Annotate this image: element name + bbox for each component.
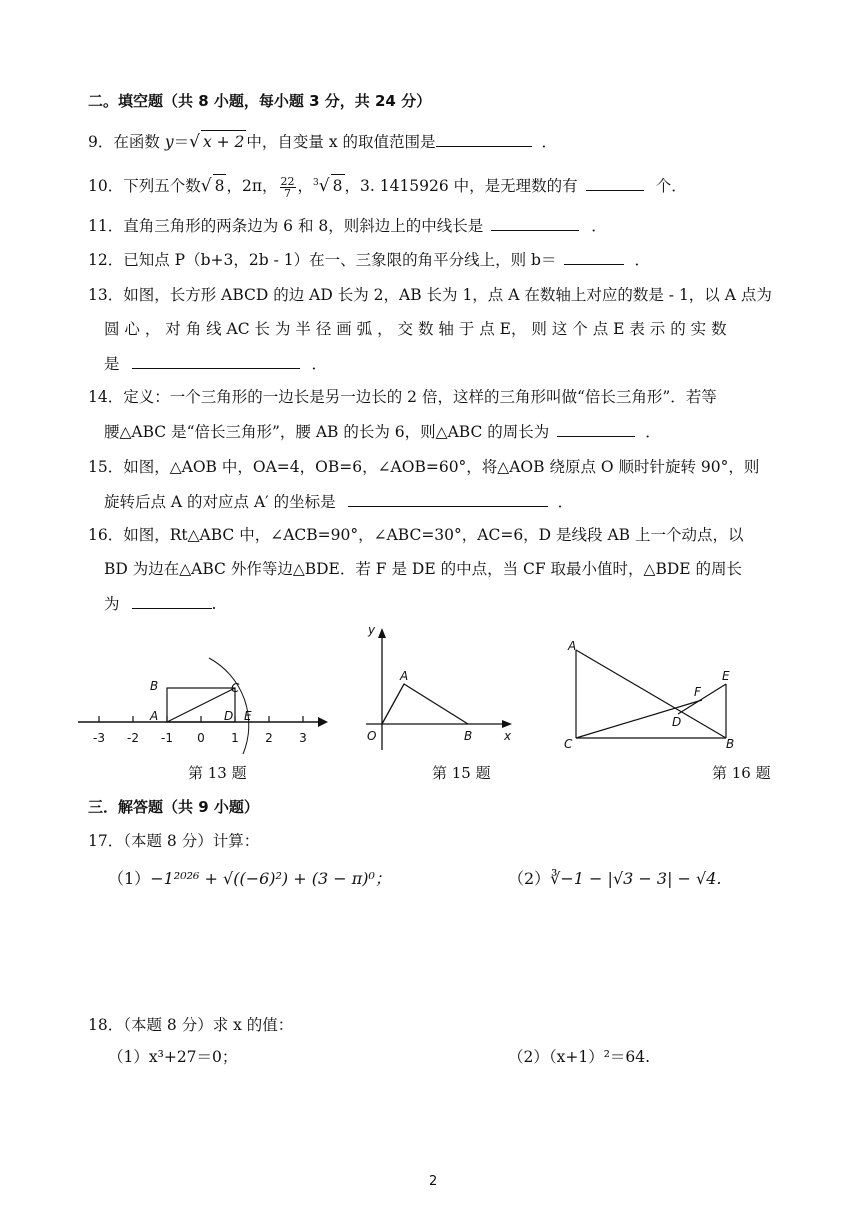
answer-blank[interactable] [348,490,548,507]
radicand: x + 2 [201,130,246,153]
axis-label-x: x [504,729,512,743]
answer-blank[interactable] [436,130,532,147]
part-label: （2） [508,869,551,888]
figure-16-caption: 第 16 题 [712,764,771,782]
sqrt-icon: √ [200,176,212,197]
question-16-answer [104,592,216,615]
question-text: 已知点 P（b+3，2b - 1）在一、三象限的角平分线上，则 b＝ [123,251,557,269]
point-label-b: B [726,737,735,751]
question-13-answer [104,352,327,375]
point-label-e: E [244,709,252,723]
question-text: ，2π， [226,177,278,196]
question-text: 中，自变量 x 的取值范围是 [246,133,436,151]
question-number: 10． [88,177,124,196]
tick-label: 1 [231,731,239,745]
tick-label: 2 [265,731,273,745]
question-text: 腰△ABC 是“倍长三角形”，腰 AB 的长为 6，则△ABC 的周长为 [104,423,550,441]
segment-cf [576,700,702,738]
question-number: 13． [88,286,124,304]
question-text: 旋转后点 A 的对应点 A′ 的坐标是 [104,493,336,511]
question-text: BD 为边在△ABC 外作等边△BDE．若 F 是 DE 的中点，当 CF 取最小值时，△BDE 的周长 [104,560,743,578]
question-15-answer [104,490,573,513]
question-text: ，3. 1415926 中，是无理数的有 [344,177,578,196]
triangle-aob [382,684,468,724]
point-label-f: F [694,685,701,699]
period: ． [591,217,607,235]
answer-blank[interactable] [132,352,300,369]
question-text: ， [297,177,314,196]
answer-blank[interactable] [557,420,635,437]
answer-blank[interactable] [586,174,644,191]
variable: y [164,133,174,151]
question-10 [88,172,687,199]
tick-label: -1 [161,731,173,745]
point-label-e: E [722,669,730,683]
sqrt-icon: √ [318,176,330,197]
question-text: 个． [655,177,687,196]
x-axis-arrow-icon [502,720,512,728]
figure-13 [74,650,336,756]
period: ． [311,355,328,373]
question-18-header: 18．（本题 8 分）求 x 的值： [88,1016,294,1034]
question-text: 为 [104,595,120,613]
point-label-b: B [150,679,159,693]
radicand: 8 [331,174,345,197]
answer-blank[interactable] [132,592,212,609]
math-expression: ∛−1 − |√3 − 3| − √4. [550,869,722,888]
point-label-c: C [231,681,240,695]
axis-arrow-icon [318,717,328,727]
part-label: （1） [108,869,151,888]
segment-de [678,684,726,714]
denominator: 7 [284,186,292,200]
question-text: 是 [104,355,120,373]
axis-ticks [99,716,303,722]
tick-label: -2 [127,731,139,745]
point-label-b: B [464,729,473,743]
point-label-d: D [224,709,234,723]
sqrt-icon: √ [189,132,200,152]
math-expression: −1²⁰²⁶ + √((−6)²) + (3 − π)⁰； [150,869,391,888]
figure-15 [362,622,520,752]
question-number: 12． [88,251,124,269]
math-expression: x³+27＝0； [148,1048,238,1066]
figure-15-caption: 第 15 题 [432,764,491,782]
period: ． [645,423,661,441]
question-text: 如图，长方形 ABCD 的边 AD 长为 2，AB 长为 1，点 A 在数轴上对应的数是 - 1，以 A 点为 [123,286,772,304]
segment-ab [576,650,726,738]
question-number: 14． [88,388,124,406]
point-label-d: D [672,715,682,729]
section-title-solutions: 三．解答题（共 9 小题） [88,798,259,816]
question-17-part-2 [508,868,722,890]
period: ． [541,133,558,151]
question-13 [88,284,772,306]
question-9 [88,130,557,153]
tick-label: 0 [197,731,205,745]
arc [209,658,249,754]
period: ． [557,493,574,511]
answer-blank[interactable] [491,214,579,231]
answer-blank[interactable] [564,248,624,265]
question-number: 9． [88,133,114,151]
question-14 [88,386,717,408]
question-number: 16． [88,526,124,544]
question-18-part-2 [508,1046,650,1068]
page-number: 2 [429,1174,438,1189]
radicand: 8 [213,174,227,197]
tick-label: 3 [299,731,307,745]
y-axis-arrow-icon [378,628,386,638]
period: ． [634,251,650,269]
question-11 [88,214,607,237]
question-12 [88,248,650,271]
question-text: 圆 心 ， 对 角 线 AC 长 为 半 径 画 弧 ， 交 数 轴 于 点 E， 则 这 个 点 E 表 示 的 实 数 [104,320,727,338]
question-number: 11． [88,217,124,235]
question-text: 如图，△AOB 中，OA=4，OB=6，∠AOB=60°，将△AOB 绕原点 O 顺时针旋转 90°，则 [123,458,760,476]
question-14-answer [104,420,661,443]
part-label: （1） [108,1048,149,1066]
question-18-part-1 [108,1046,237,1068]
figure-13-caption: 第 13 题 [188,764,247,782]
section-title-fill-in: 二。填空题（共 8 小题，每小题 3 分，共 24 分） [88,92,432,110]
point-label-a: A [150,709,159,723]
question-17-header: 17．（本题 8 分）计算： [88,832,260,850]
question-16 [88,524,743,546]
period: . [211,595,217,613]
question-text: 在函数 [113,133,165,151]
axis-label-y: y [368,623,376,637]
question-text: 下列五个数 [123,177,201,196]
point-label-o: O [367,729,377,743]
figure-16 [560,640,742,754]
fraction [280,176,296,199]
equals-sign: ＝ [173,133,190,151]
point-label-a: A [568,640,577,653]
question-17-part-1 [108,868,391,890]
math-expression: （x+1）²＝64. [548,1048,651,1066]
point-label-c: C [564,737,573,751]
question-number: 15． [88,458,124,476]
question-15 [88,456,759,478]
tick-label: -3 [93,731,105,745]
part-label: （2） [508,1048,549,1066]
question-text: 定义：一个三角形的一边长是另一边长的 2 倍，这样的三角形叫做“倍长三角形”．若等 [123,388,717,406]
point-label-a: A [400,669,409,683]
numerator: 22 [280,174,295,188]
question-text: 直角三角形的两条边为 6 和 8，则斜边上的中线长是 [123,217,484,235]
cube-root-index: 3 [313,178,319,188]
question-text: 如图，Rt△ABC 中，∠ACB=90°，∠ABC=30°，AC=6，D 是线段 AB 上一个动点，以 [123,526,744,544]
